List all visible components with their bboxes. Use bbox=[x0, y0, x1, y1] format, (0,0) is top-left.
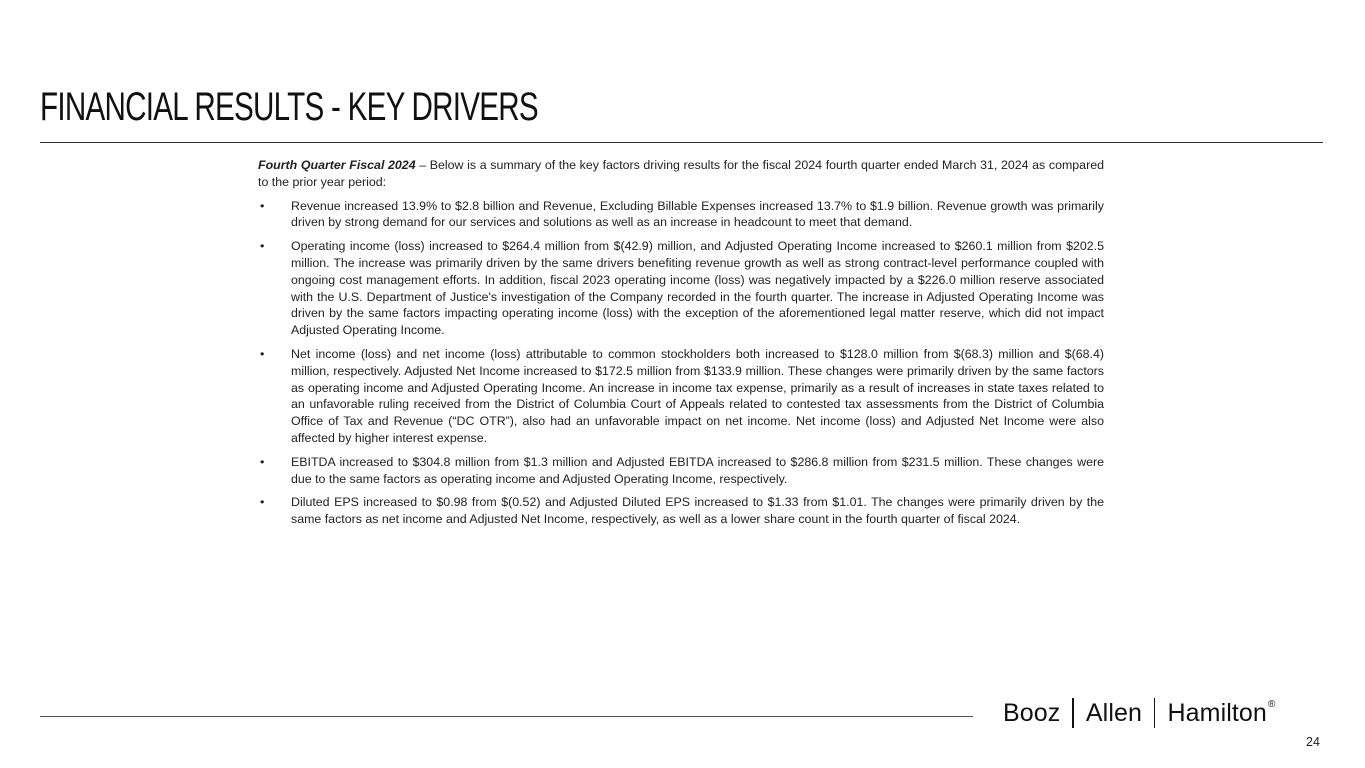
list-item-text: Diluted EPS increased to $0.98 from $(0.52) and Adjusted Diluted EPS increased to $1.33 from $1.01. The changes were primarily driven by the same factors as net income and Adjusted Net Income, respectively, as well as a lower share count in the fourth quarter of fiscal 2024. bbox=[291, 495, 1104, 527]
footer-divider bbox=[40, 716, 973, 717]
logo-word-booz: Booz bbox=[1003, 699, 1061, 727]
bullet-icon: • bbox=[260, 346, 265, 361]
intro-text: – Below is a summary of the key factors driving results for the fiscal 2024 fourth quarter ended March 31, 2024 as compared to the prior year period: bbox=[258, 158, 1104, 189]
logo-word-hamilton: Hamilton bbox=[1167, 699, 1267, 727]
logo-separator bbox=[1072, 698, 1074, 728]
list-item-revenue bbox=[258, 198, 1104, 232]
logo-separator bbox=[1154, 698, 1156, 728]
company-logo bbox=[1003, 688, 1275, 730]
list-item-text: EBITDA increased to $304.8 million from $1.3 million and Adjusted EBITDA increased to $286.8 million from $231.5 million. These changes were due to the same factors as operating income and Adjusted Operating Income, respectively. bbox=[291, 454, 1104, 486]
bullet-icon: • bbox=[260, 239, 265, 254]
list-item-text: Revenue increased 13.9% to $2.8 billion and Revenue, Excluding Billable Expenses increased 13.7% to $1.9 billion. Revenue growth was primarily driven by strong demand for our services and solutions as well as an increase in headcount to meet that demand. bbox=[291, 198, 1104, 230]
list-item-text: Net income (loss) and net income (loss) attributable to common stockholders both increased to $128.0 million from $(68.3) million and $(68.4) million, respectively. Adjusted Net Income increased to $172.5 million from $133.9 million. These changes were primarily driven by the same factors as operating income and Adjusted Operating Income. An increase in income tax expense, primarily as a result of increases in state taxes related to an unfavorable ruling received from the District of Columbia Court of Appeals related to contested tax assessments from the District of Columbia Office of Tax and Revenue (“DC OTR”), also had an unfavorable impact on net income. Net income (loss) and Adjusted Net Income were also affected by higher interest expense. bbox=[291, 346, 1104, 445]
bullet-icon: • bbox=[260, 198, 265, 213]
title-divider bbox=[40, 142, 1323, 143]
key-drivers-list bbox=[258, 198, 1104, 528]
logo-word-allen: Allen bbox=[1085, 699, 1142, 727]
list-item-text: Operating income (loss) increased to $264.4 million from $(42.9) million, and Adjusted Operating Income increased to $260.1 million from $202.5 million. The increase was primarily driven by the same drivers benefiting revenue growth as well as strong contract-level performance coupled with ongoing cost management efforts. In addition, fiscal 2023 operating income (loss) was negatively impacted by a $226.0 million reserve associated with the U.S. Department of Justice's investigation of the Company recorded in the fourth quarter. The increase in Adjusted Operating Income was driven by the same factors impacting operating income (loss) with the exception of the aforementioned legal matter reserve, which did not impact Adjusted Operating Income. bbox=[291, 239, 1104, 338]
list-item-net-income bbox=[258, 346, 1104, 447]
bullet-icon: • bbox=[260, 495, 265, 510]
slide-body bbox=[258, 157, 1104, 535]
page-number: 24 bbox=[1306, 735, 1320, 749]
list-item-operating-income bbox=[258, 238, 1104, 339]
intro-lead: Fourth Quarter Fiscal 2024 bbox=[258, 158, 416, 172]
slide-title: FINANCIAL RESULTS - KEY DRIVERS bbox=[40, 85, 538, 129]
registered-mark-icon: ® bbox=[1267, 699, 1276, 710]
bullet-icon: • bbox=[260, 454, 265, 469]
list-item-diluted-eps bbox=[258, 494, 1104, 528]
list-item-ebitda bbox=[258, 454, 1104, 488]
intro-paragraph bbox=[258, 157, 1104, 191]
